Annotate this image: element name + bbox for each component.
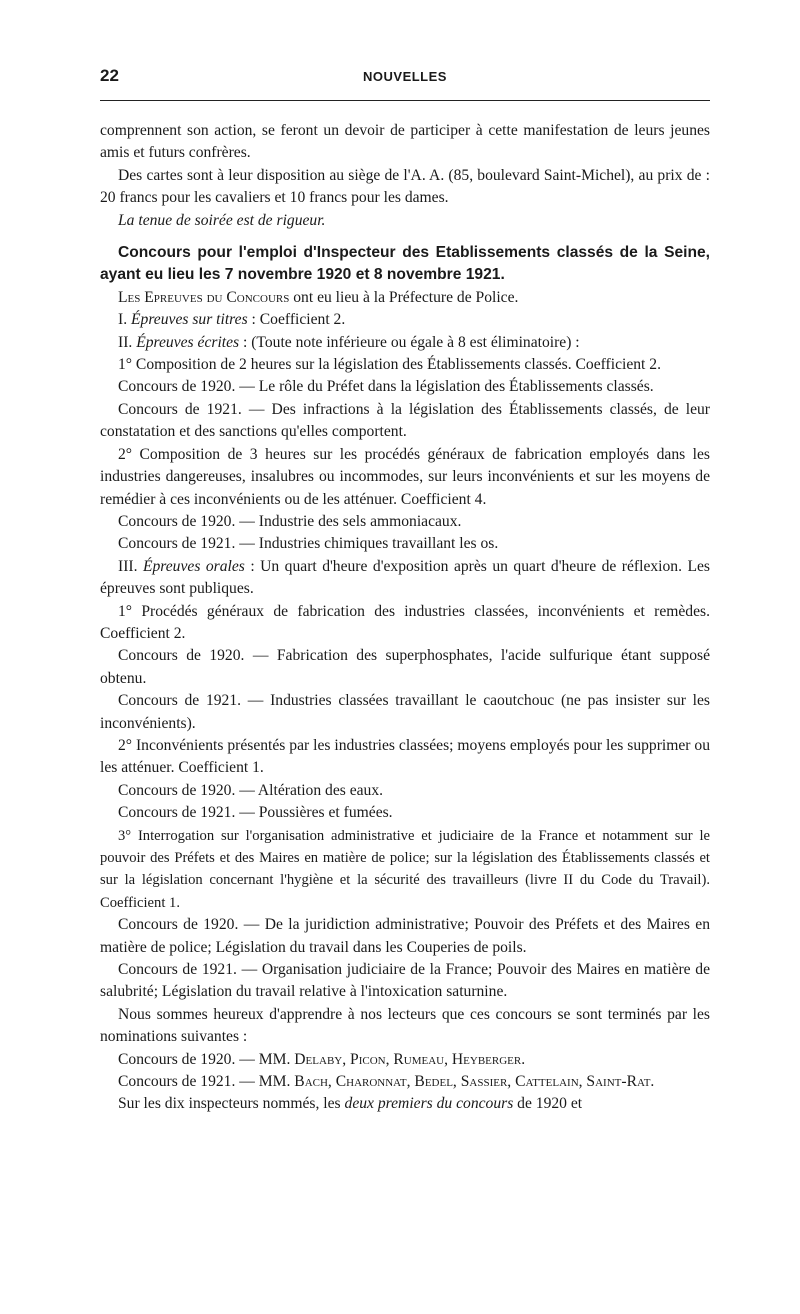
oral-3-1921: Concours de 1921. — Organisation judiciaire de la France; Pouvoir des Maires en matière de salubrité; Législation du travail relative à l'intoxication saturnine. bbox=[100, 961, 710, 1001]
results-1921 bbox=[100, 1071, 710, 1093]
oral-2-1920: Concours de 1920. — Altération des eaux. bbox=[118, 781, 384, 799]
section-1-rest: : Coefficient 2. bbox=[247, 311, 346, 329]
results-intro: Nous sommes heureux d'apprendre à nos lecteurs que ces concours se sont terminés par les nominations suivantes : bbox=[100, 1005, 710, 1046]
results-1920-names: Delaby, Picon, Rumeau, Heyberger. bbox=[294, 1050, 526, 1068]
last-text-em: deux premiers du concours bbox=[344, 1095, 514, 1113]
last-text-b: de 1920 et bbox=[513, 1095, 583, 1113]
oral-2: 2° Inconvénients présentés par les industries classées; moyens employés pour les supprimer ou les atténuer. Coefficient 1. bbox=[100, 736, 710, 777]
section-1-num: I. bbox=[118, 311, 131, 329]
epreuves-label: Les Epreuves du Concours bbox=[118, 288, 290, 306]
intro-paragraph-2: Des cartes sont à leur disposition au siège de l'A. A. (85, boulevard Saint-Michel), au prix de : 20 francs pour les cavaliers et 10 francs pour les dames. bbox=[100, 166, 710, 207]
section-1 bbox=[100, 309, 710, 331]
page-body bbox=[100, 120, 710, 1116]
intro-paragraph-3 bbox=[100, 210, 710, 232]
dress-code-text: La tenue de soirée est de rigueur. bbox=[118, 211, 326, 229]
last-paragraph bbox=[100, 1093, 710, 1115]
section-title: Concours pour l'emploi d'Inspecteur des Etablissements classés de la Seine, ayant eu lieu les 7 novembre 1920 et 8 novembre 1921. bbox=[100, 244, 710, 284]
composition-2: 2° Composition de 3 heures sur les procédés généraux de fabrication employés dans les industries dangereuses, insalubres ou incommodes, sur leurs inconvénients et sur les moyens de remédier à ces inconvénients ou de les atténuer. Coefficient 4. bbox=[100, 445, 710, 508]
section-3-rest: : Un quart d'heure d'exposition après un quart d'heure de réflexion. Les épreuves sont publiques. bbox=[100, 557, 710, 598]
composition-2-1921: Concours de 1921. — Industries chimiques travaillant les os. bbox=[118, 535, 499, 553]
results-1921-prefix: Concours de 1921. — MM. bbox=[118, 1073, 295, 1091]
results-1921-names: Bach, Charonnat, Bedel, Sassier, Cattelain, Saint-Rat. bbox=[294, 1073, 655, 1091]
oral-3: 3° Interrogation sur l'organisation administrative et judiciaire de la France et notamment sur le pouvoir des Préfets et des Maires en matière de police; sur la législation des Établissements classés et sur la législation concernant l'hygiène et la sécurité des travailleurs (livre II du Code du Travail). Coefficient 1. bbox=[100, 827, 710, 911]
section-2-rest: : (Toute note inférieure ou égale à 8 est éliminatoire) : bbox=[239, 333, 580, 351]
section-1-label: Épreuves sur titres bbox=[131, 311, 248, 329]
page-header bbox=[100, 60, 710, 94]
section-2-num: II. bbox=[118, 333, 137, 351]
oral-1-1921: Concours de 1921. — Industries classées travaillant le caoutchouc (ne pas insister sur les inconvénients). bbox=[100, 692, 710, 732]
document-page bbox=[100, 60, 710, 1113]
page-number: 22 bbox=[100, 66, 119, 85]
composition-1: 1° Composition de 2 heures sur la législation des Établissements classés. Coefficient 2. bbox=[118, 356, 661, 374]
oral-2-1921: Concours de 1921. — Poussières et fumées. bbox=[118, 804, 393, 822]
results-1920 bbox=[100, 1049, 710, 1071]
last-text-a: Sur les dix inspecteurs nommés, les bbox=[118, 1095, 345, 1113]
section-3-num: III. bbox=[118, 557, 143, 575]
composition-2-1920: Concours de 1920. — Industrie des sels ammoniacaux. bbox=[118, 512, 462, 530]
intro-paragraph-1: comprennent son action, se feront un devoir de participer à cette manifestation de leurs jeunes amis et futurs confrères. bbox=[100, 122, 710, 162]
section-2 bbox=[100, 332, 710, 354]
oral-1: 1° Procédés généraux de fabrication des industries classées, inconvénients et remèdes. Coefficient 2. bbox=[100, 602, 710, 642]
header-rule bbox=[100, 100, 710, 101]
epreuves-paragraph bbox=[100, 287, 710, 309]
running-title: NOUVELLES bbox=[363, 69, 447, 84]
results-1920-prefix: Concours de 1920. — MM. bbox=[118, 1050, 295, 1068]
oral-1-1920: Concours de 1920. — Fabrication des superphosphates, l'acide sulfurique étant supposé obtenu. bbox=[100, 647, 710, 687]
composition-1-1920: Concours de 1920. — Le rôle du Préfet dans la législation des Établissements classés. bbox=[118, 378, 654, 396]
oral-3-1920: Concours de 1920. — De la juridiction administrative; Pouvoir des Préfets et des Maires en matière de police; Législation du travail dans les Couperies de poils. bbox=[100, 916, 710, 956]
epreuves-rest: ont eu lieu à la Préfecture de Police. bbox=[289, 288, 519, 306]
section-2-label: Épreuves écrites bbox=[136, 333, 240, 351]
section-3-label: Épreuves orales bbox=[142, 557, 245, 575]
composition-1-1921: Concours de 1921. — Des infractions à la législation des Établissements classés, de leur constatation et des sanctions qu'elles comportent. bbox=[100, 400, 710, 441]
section-3 bbox=[100, 556, 710, 601]
